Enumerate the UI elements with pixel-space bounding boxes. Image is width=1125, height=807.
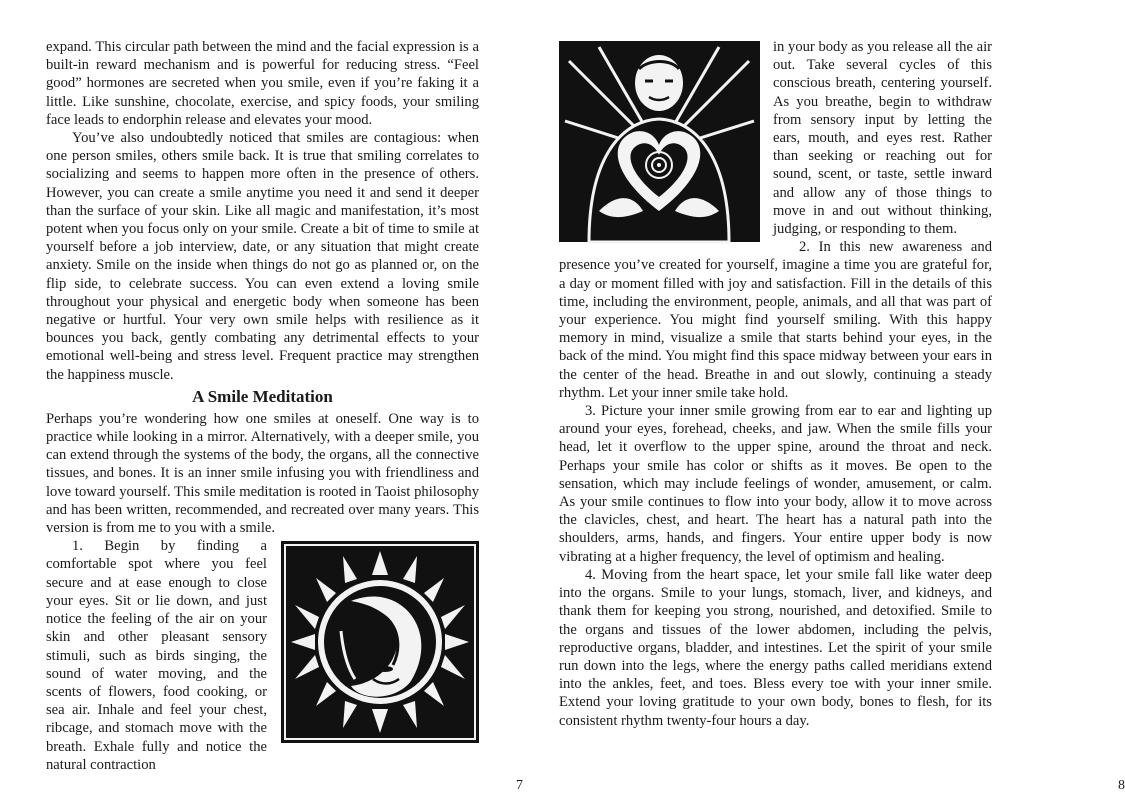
heart-figure-woodcut-illustration	[559, 41, 760, 242]
left-page	[46, 0, 523, 807]
left-paragraph-2: You’ve also undoubtedly noticed that smiles are contagious: when one person smiles, others smile back. It is true that smiling correlates to socializing and seems to happen more often in the presence of others. However, you can create a smile anytime you need it and send it deeper than the surface of your skin. Like all magic and manifestation, it’s most potent when you focus only on your smile. Create a bit of time to smile at yourself before a job interview, date, or any situation that might create anxiety. Smile on the inside when things do not go as planned or, on the flip side, to celebrate success. You can even extend a loving smile throughout your physical and energetic body when someone has been negative or hurtful. Your very own smile helps with resilience as it bounces you back, gently combating any detrimental effects to your emotional well-being and stress level. Frequent practice may strengthen the happiness muscle.	[46, 130, 479, 383]
right-page	[559, 0, 1125, 807]
sun-moon-woodcut-art	[281, 541, 479, 743]
right-paragraph-3-step-3: 3. Picture your inner smile growing from ear to ear and lighting up around your eyes, forehead, cheeks, and jaw. When the smile fills your head, let it overflow to the upper spine, around the throat and neck. Perhaps your smile has color or shifts as it moves. Be open to the sensation, which may include feelings of wonder, amusement, or calm. As your smile continues to flow into your body, allow it to move across the clavicles, chest, and heart. The heart has a natural path into the shoulders, arms, hands, and fingers. Your entire upper body is now vibrating at a higher frequency, the level of optimism and healing.	[559, 403, 992, 565]
right-paragraph-4-step-4: 4. Moving from the heart space, let your smile fall like water deep into the organs. Smile to your lungs, stomach, liver, and kidneys, and thank them for keeping you strong, nourished, and detoxified. Smile to the organs and tissues of the lower abdomen, including the pelvis, reproductive organs, bladder, and intestines. Let the spirit of your smile run down into the legs, where the energy paths called meridians extend into the ankles, feet, and toes. Bless every toe with your inner smile. Extend your loving gratitude to your own body, bones to flesh, for its consistent rhythm twenty-four hours a day.	[559, 566, 992, 729]
right-text-column	[559, 38, 992, 730]
sun-moon-woodcut-illustration	[281, 541, 479, 743]
right-paragraph-1: in your body as you release all the air out. Take several cycles of this conscious breath, centering yourself. As you breathe, begin to withdraw from sensory input by letting the ears, mouth, and eyes rest. Rather than seeking or reaching out for sound, scent, or taste, settle inward and allow any of those things to move in and out without thinking, judging, or responding to them.	[773, 39, 992, 238]
left-paragraph-1: expand. This circular path between the mind and the facial expression is a built-in reward mechanism and is powerful for reducing stress. “Feel good” hormones are secreted when you smile, even if you’re faking it a little. Like sunshine, chocolate, exercise, and spicy foods, your smiling face leads to endorphin release and elevates your mood.	[46, 39, 479, 128]
right-paragraph-2-step-2: 2. In this new awareness and presence you’ve created for yourself, imagine a time you are grateful for, a day or moment filled with joy and satisfaction. Fill in the details of this time, including the environment, people, animals, and all that was part of your experience. You might find yourself smiling. With this happy memory in mind, visualize a smile that starts behind your eyes, in the back of the mind. You might find this space midway between your ears in the center of the head. Breathe in and out slowly, continuing a steady rhythm. Let your inner smile take hold.	[559, 239, 992, 401]
page-number-left: 7	[516, 778, 523, 793]
left-text-column	[46, 38, 479, 774]
page-number-right: 8	[1118, 778, 1125, 793]
left-paragraph-4-step-1: 1. Begin by finding a comfortable spot where you feel secure and at ease enough to close your eyes. Sit or lie down, and just notice the feeling of the air on your skin and other pleasant sensory stimuli, such as birds singing, the sound of water moving, and the scents of flowers, food cooking, or sea air. Inhale and feel your chest, ribcage, and stomach move with the breath. Exhale fully and notice the natural contraction	[46, 538, 267, 773]
heart-figure-woodcut-art	[559, 41, 760, 242]
left-paragraph-3: Perhaps you’re wondering how one smiles at oneself. One way is to practice while looking in a mirror. Alternatively, with a deeper smile, you can extend through the systems of the body, the organs, all the connective tissues, and bones. It is an inner smile infusing you with friendliness and love toward yourself. This smile meditation is rooted in Taoist philosophy and has been written, recommended, and recreated over many years. This version is from me to you with a smile.	[46, 410, 479, 537]
section-heading: A Smile Meditation	[192, 386, 333, 406]
